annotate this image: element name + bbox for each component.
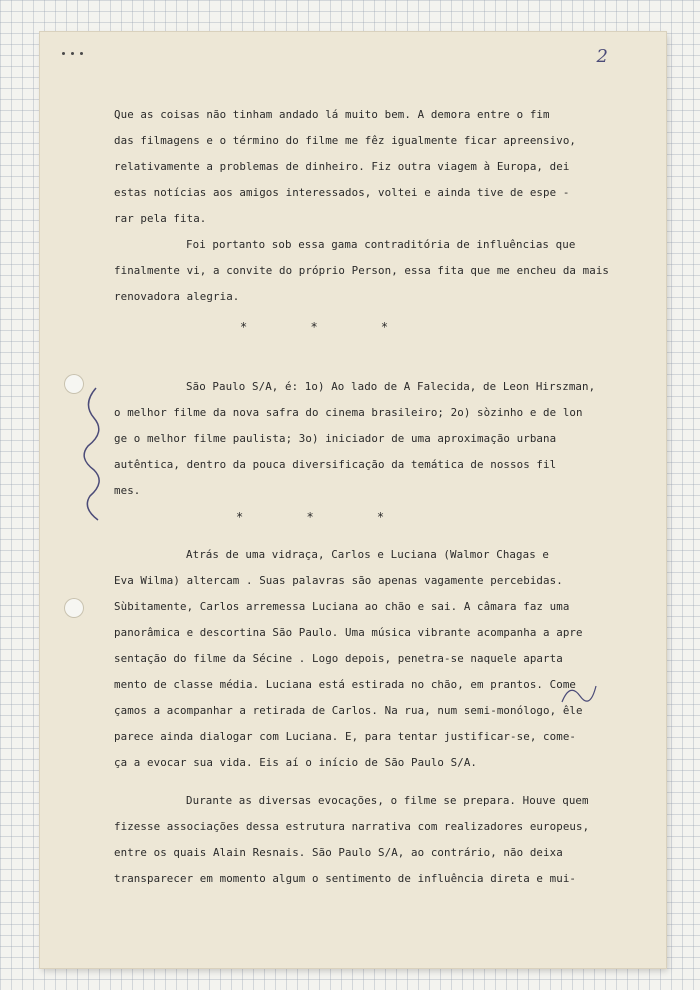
text-line: ça a evocar sua vida. Eis aí o início de São Paulo S/A. (114, 756, 478, 769)
text-line: Foi portanto sob essa gama contraditória de influências que (186, 238, 576, 251)
text-line: mes. (114, 484, 141, 497)
section-separator: * * * (240, 320, 389, 334)
text-line: rar pela fita. (114, 212, 207, 225)
text-line: ge o melhor filme paulista; 3o) iniciador de uma aproximação urbana (114, 432, 557, 445)
text-line: estas notícias aos amigos interessados, voltei e ainda tive de espe - (114, 186, 570, 199)
text-line: finalmente vi, a convite do próprio Person, essa fita que me encheu da mais (114, 264, 610, 277)
page-number: 2 (596, 46, 608, 67)
text-line: entre os quais Alain Resnais. São Paulo S/A, ao contrário, não deixa (114, 846, 563, 859)
text-line: Atrás de uma vidraça, Carlos e Luciana (Walmor Chagas e (186, 548, 550, 561)
section-separator: * * * (236, 510, 385, 524)
text-line: o melhor filme da nova safra do cinema brasileiro; 2o) sòzinho e de lon (114, 406, 583, 419)
text-line: parece ainda dialogar com Luciana. E, para tentar justificar-se, come- (114, 730, 577, 743)
text-line: panorâmica e descortina São Paulo. Uma música vibrante acompanha a apre (114, 626, 583, 639)
text-line: fizesse associações dessa estrutura narrativa com realizadores europeus, (114, 820, 590, 833)
document-page (40, 32, 666, 968)
text-line: das filmagens e o término do filme me fêz igualmente ficar apreensivo, (114, 134, 577, 147)
text-line: transparecer em momento algum o sentimento de influência direta e mui- (114, 872, 577, 885)
text-line: relativamente a problemas de dinheiro. Fiz outra viagem à Europa, dei (114, 160, 570, 173)
text-line: renovadora alegria. (114, 290, 240, 303)
corner-marks (62, 52, 86, 56)
text-line: Que as coisas não tinham andado lá muito bem. A demora entre o fim (114, 108, 550, 121)
text-line: Durante as diversas evocações, o filme se prepara. Houve quem (186, 794, 589, 807)
margin-bracket-icon (76, 384, 112, 524)
text-line: São Paulo S/A, é: 1o) Ao lado de A Falecida, de Leon Hirszman, (186, 380, 596, 393)
text-line: sentação do filme da Sécine . Logo depois, penetra-se naquele aparta (114, 652, 563, 665)
margin-scribble-icon (560, 672, 600, 712)
text-line: Eva Wilma) altercam . Suas palavras são apenas vagamente percebidas. (114, 574, 563, 587)
text-line: autêntica, dentro da pouca diversificação da temática de nossos fil (114, 458, 557, 471)
text-line: çamos a acompanhar a retirada de Carlos. Na rua, num semi-monólogo, êle (114, 704, 583, 717)
text-line: mento de classe média. Luciana está estirada no chão, em prantos. Come (114, 678, 577, 691)
text-line: Sùbitamente, Carlos arremessa Luciana ao chão e sai. A câmara faz uma (114, 600, 570, 613)
punch-hole (64, 598, 84, 618)
